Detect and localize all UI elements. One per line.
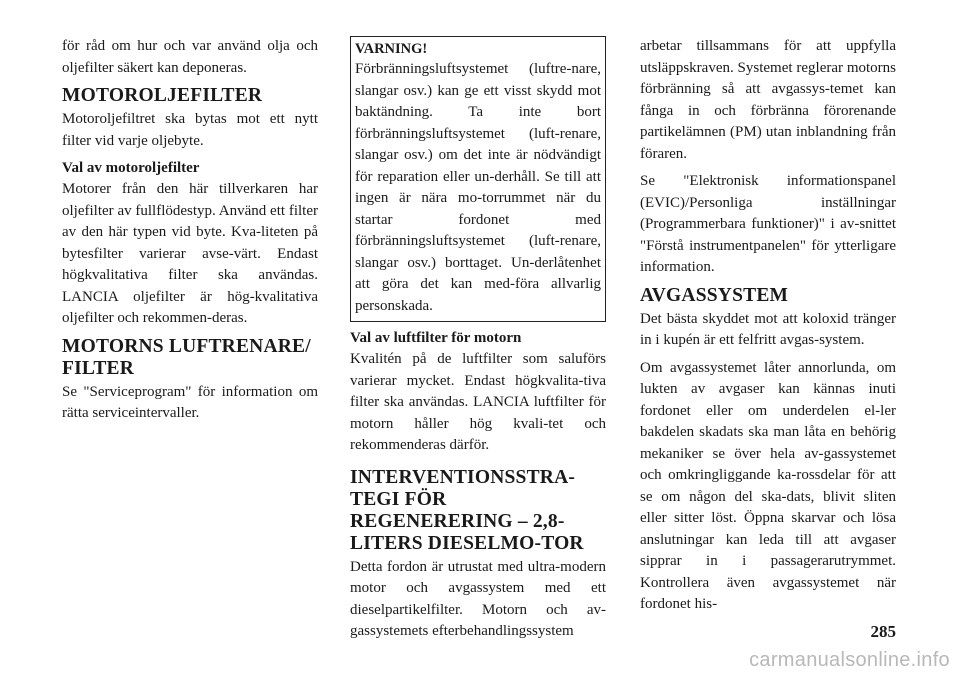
paragraph-air-filter: Se "Serviceprogram" för information om rätta serviceintervaller. bbox=[62, 383, 318, 421]
column-middle bbox=[350, 36, 606, 643]
heading-oil-filter: MOTOROLJEFILTER bbox=[62, 85, 263, 106]
heading-regeneration: INTERVENTIONSSTRA-TEGI FÖR REGENERERING – 2,8-LITERS DIESELMO-TOR bbox=[350, 466, 584, 554]
paragraph-see-evic: Se "Elektronisk informationspanel (EVIC)/Personliga inställningar (Programmerbara funktioner)" i av-snittet "Förstå instrumentpanelen" för ytterligare information. bbox=[640, 173, 896, 275]
column-left bbox=[62, 36, 318, 425]
heading-exhaust: AVGASSYSTEM bbox=[640, 284, 789, 306]
watermark: carmanualsonline.info bbox=[749, 649, 950, 671]
paragraph-intro: för råd om hur och var använd olja och oljefilter säkert kan deponeras. bbox=[62, 38, 318, 76]
paragraph-exhaust-2: Om avgassystemet låter annorlunda, om lukten av avgaser kan kännas inuti fordonet eller om underdelen el-ler bakdelen skadats ska man låta en behörig mekaniker se över hela av-gassystemet och omkringliggande ka-rossdelar för att se om någon del ska-dats, blivit sliten eller sitter löst. Öppna skarvar och lösa anslutningar kan leda till att avgaser sipprar in i passagerarutrymmet. Kontrollera även avgassystemet när fordonet his- bbox=[640, 359, 896, 612]
warning-box bbox=[350, 36, 606, 322]
subheading-select-oil-filter: Val av motoroljefilter bbox=[62, 160, 200, 176]
warning-text: Förbränningsluftsystemet (luftre-nare, slangar osv.) kan ge ett visst skydd mot baktändning. Ta inte bort förbränningsluftsystemet (luft-renare, slangar osv.) om det inte är nödvändigt för reparation eller un-derhåll. Se till att ingen är nära mo-torrummet när du startar fordonet med förbränningsluftsystemet (luft-renare, slangar osv.) borttaget. Un-derlåtenhet att göra det kan med-föra allvarlig personskada. bbox=[355, 61, 601, 314]
paragraph-select-air-filter: Kvalitén på de luftfilter som saluförs varierar mycket. Endast högkvalita-tiva filter ska användas. LANCIA luftfilter för motorn håller hög kvali-tet och rekommenderas därför. bbox=[350, 351, 606, 453]
paragraph-regeneration: Detta fordon är utrustat med ultra-modern motor och avgassystem med ett dieselpartikelfilter. Motorn och av-gassystemets efterbehandlingssystem bbox=[350, 558, 606, 639]
column-right bbox=[640, 36, 896, 616]
paragraph-oil-filter: Motoroljefiltret ska bytas mot ett nytt filter vid varje oljebyte. bbox=[62, 111, 318, 149]
warning-title: VARNING! bbox=[355, 41, 428, 57]
heading-air-filter: MOTORNS LUFTRENARE/ FILTER bbox=[62, 335, 311, 379]
paragraph-exhaust-1: Det bästa skyddet mot att koloxid tränger in i kupén är ett felfritt avgas-system. bbox=[640, 310, 896, 348]
page-number: 285 bbox=[870, 622, 896, 641]
paragraph-continued: arbetar tillsammans för att uppfylla utsläppskraven. Systemet reglerar motorns förbränning så att avgassys-temet kan fånga in och förbränna förorenande partikelämnen (PM) utan inblandning från föraren. bbox=[640, 38, 896, 162]
subheading-select-air-filter: Val av luftfilter för motorn bbox=[350, 330, 522, 346]
paragraph-select-oil-filter: Motorer från den här tillverkaren har oljefilter av fullflödestyp. Använd ett filter av den här typen vid byte. Kva-liteten på bytesfilter varierar avse-värt. Endast högkvalitativa filter ska användas. LANCIA oljefilter är hög-kvalitativa oljefilter och rekommen-deras. bbox=[62, 181, 318, 326]
